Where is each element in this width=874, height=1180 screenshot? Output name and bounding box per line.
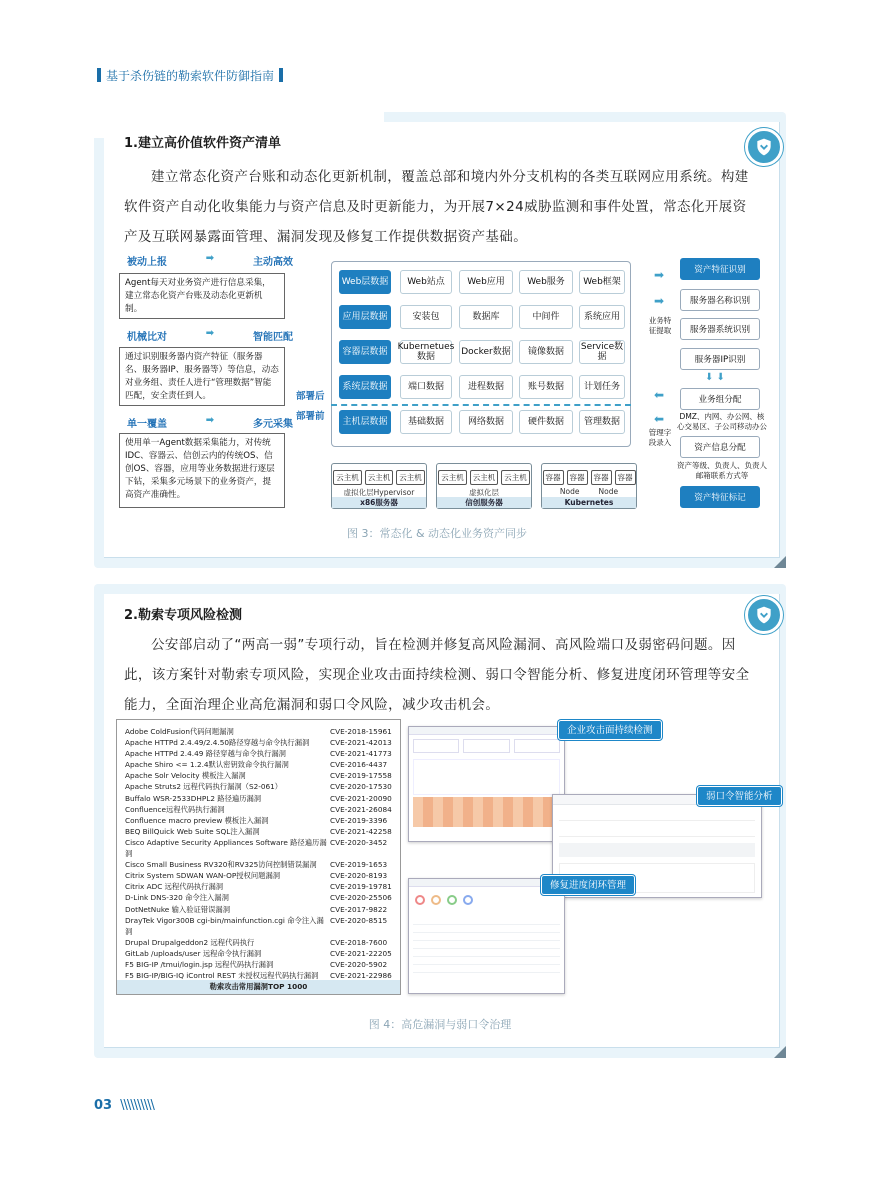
- vuln-row: [125, 737, 392, 748]
- layer-cell: Web框架: [579, 270, 625, 294]
- layer-name: 容器层数据: [339, 340, 391, 364]
- vuln-name: Apache Solr Velocity 模板注入漏洞: [125, 771, 246, 781]
- vuln-cve: CVE-2018-7600: [330, 937, 388, 947]
- layer-cell: 镜像数据: [519, 340, 573, 364]
- layer-cell: 管理数据: [579, 410, 625, 434]
- layer-cell: 中间件: [519, 305, 573, 329]
- vuln-row: [125, 815, 392, 826]
- vuln-name: Apache Shiro <= 1.2.4默认密钥致命令执行漏洞: [125, 760, 289, 770]
- vuln-name: Citrix ADC 远程代码执行漏洞: [125, 882, 224, 892]
- layer-cell: Web站点: [400, 270, 452, 294]
- vuln-row: [125, 859, 392, 870]
- vuln-cve: CVE-2021-22986: [330, 971, 392, 981]
- vuln-name: Apache HTTPd 2.4.49/2.4.50路径穿越与命令执行漏洞: [125, 738, 310, 748]
- layer-cell: 数据库: [459, 305, 513, 329]
- layer-name: 应用层数据: [339, 305, 391, 329]
- vuln-row: [125, 959, 392, 970]
- vuln-cve: CVE-2021-41773: [330, 749, 392, 759]
- arrow-icon: ➡: [205, 415, 215, 426]
- vuln-cve: CVE-2019-3396: [330, 815, 388, 825]
- arrow-icon: ➡: [205, 328, 215, 339]
- arrow-right-icon: ➡: [654, 294, 665, 308]
- vuln-row: [125, 904, 392, 915]
- vuln-row: [125, 837, 392, 859]
- deploy-before-label: 部署前: [296, 411, 325, 422]
- vuln-name: F5 BIG-IP /tmui/login.jsp 远程代码执行漏洞: [125, 959, 274, 969]
- vuln-row: [125, 759, 392, 770]
- layer-cell: Web服务: [519, 270, 573, 294]
- vuln-row: [125, 870, 392, 881]
- vuln-cve: CVE-2019-17558: [330, 771, 392, 781]
- vuln-name: Apache Struts2 远程代码执行漏洞（S2-061）: [125, 782, 283, 792]
- vuln-name: DrayTek Vigor300B cgi-bin/mainfunction.cgi 命令注入漏洞: [125, 915, 324, 936]
- feature-text-2: 通过识别服务器内资产特征（服务器名、服务器IP、服务器等）等信息，动态对业务组、责任人进行“管理数据”智能匹配，安全责任到人。: [119, 347, 285, 406]
- shield-icon: [745, 128, 783, 166]
- feature-extract-label: 业务特征提取: [648, 316, 672, 335]
- layer-cell: 系统应用: [579, 305, 625, 329]
- vuln-cve: CVE-2020-25506: [330, 893, 392, 903]
- hw-x86: 云主机 云主机 云主机 虚拟化层Hypervisor x86服务器: [331, 463, 427, 509]
- vuln-cve: CVE-2017-9822: [330, 904, 388, 914]
- down-arrow-icon: ⬇ ⬇: [705, 372, 725, 383]
- tag-weak-password: 弱口令智能分析: [697, 786, 782, 806]
- vuln-cve: CVE-2020-8193: [330, 871, 388, 881]
- layer-cell: 进程数据: [459, 375, 513, 399]
- section-title: 1.建立高价值软件资产清单: [124, 136, 281, 151]
- vuln-cve: CVE-2021-20090: [330, 793, 392, 803]
- layer-cell: Docker数据: [459, 340, 513, 364]
- label-row-1: 被动上报 ➡ 主动高效: [127, 253, 293, 268]
- layer-cell: 基础数据: [400, 410, 452, 434]
- vuln-row: [125, 781, 392, 792]
- layer-cell: Service数据: [580, 342, 624, 362]
- vuln-row: [125, 948, 392, 959]
- arrow-left-icon: ⬅: [654, 388, 665, 402]
- layer-cell: Kubernetues数据: [397, 342, 455, 362]
- layer-cell: Web应用: [459, 270, 513, 294]
- vuln-name: Confluence远程代码执行漏洞: [125, 804, 225, 814]
- vuln-cve: CVE-2016-4437: [330, 760, 388, 770]
- feature-text-1: Agent每天对业务资产进行信息采集，建立常态化资产台账及动态化更新机制。: [119, 273, 285, 319]
- attack-surface-screenshot: [408, 726, 565, 842]
- server-system-identify: 服务器系统识别: [680, 318, 760, 340]
- deploy-after-label: 部署后: [296, 391, 325, 402]
- vuln-cve: CVE-2020-8515: [330, 915, 388, 925]
- asset-feature-identify: 资产特征识别: [680, 258, 760, 280]
- vuln-name: Confluence macro preview 模板注入漏洞: [125, 815, 269, 825]
- vuln-cve: CVE-2020-17530: [330, 782, 392, 792]
- layer-cell: 计划任务: [579, 375, 625, 399]
- vuln-name: Cisco Small Business RV320和RV325访问控制错误漏洞: [125, 860, 317, 870]
- vuln-name: Adobe ColdFusion代码问题漏洞: [125, 727, 234, 736]
- vuln-name: DotNetNuke 输入验证错误漏洞: [125, 904, 230, 914]
- layer-name: 主机层数据: [339, 410, 391, 434]
- business-group-desc: DMZ、内网、办公网、核心交易区、子公司移动办公: [677, 412, 767, 431]
- layer-name: 系统层数据: [339, 375, 391, 399]
- vuln-name: Buffalo WSR-2533DHPL2 路径遍历漏洞: [125, 793, 262, 803]
- vulnerability-list: [116, 719, 401, 995]
- server-name-identify: 服务器名称识别: [680, 289, 760, 311]
- vuln-list-footer: 勒索攻击常用漏洞TOP 1000: [117, 980, 400, 994]
- feature-text-3: 使用单一Agent数据采集能力，对传统IDC、容器云、信创云内的传统OS、信创OS、容器，应用等业务数据进行逐层下钻，采集多元场景下的业务资产，提高资产准确性。: [119, 433, 285, 508]
- vuln-row: [125, 881, 392, 892]
- tag-attack-surface: 企业攻击面持续检测: [558, 720, 662, 740]
- section-paragraph: 公安部启动了“两高一弱”专项行动，旨在检测并修复高风险漏洞、高风险端口及弱密码问题。因此，该方案针对勒索专项风险，实现企业攻击面持续检测、弱口令智能分析、修复进度闭环管理等安全能力，全面治理企业高危漏洞和弱口令风险，减少攻击机会。: [124, 637, 750, 713]
- label-row-3: 单一覆盖 ➡ 多元采集: [127, 415, 293, 430]
- arrow-icon: ➡: [205, 253, 215, 264]
- arrow-right-icon: ➡: [654, 268, 665, 282]
- vuln-cve: CVE-2019-19781: [330, 882, 392, 892]
- layer-name: Web层数据: [339, 270, 391, 294]
- vuln-cve: CVE-2018-15961: [330, 727, 392, 736]
- vuln-row: [125, 892, 392, 903]
- vuln-name: BEQ BillQuick Web Suite SQL注入漏洞: [125, 826, 260, 836]
- layer-cell: 网络数据: [459, 410, 513, 434]
- vuln-cve: CVE-2021-42013: [330, 738, 392, 748]
- shield-icon: [745, 596, 783, 634]
- vuln-row: [125, 793, 392, 804]
- server-ip-identify: 服务器IP识别: [680, 348, 760, 370]
- tag-remediation: 修复进度闭环管理: [541, 875, 635, 895]
- layer-cell: 端口数据: [400, 375, 452, 399]
- vuln-name: Apache HTTPd 2.4.49 路径穿越与命令执行漏洞: [125, 749, 286, 759]
- vuln-cve: CVE-2021-42258: [330, 826, 392, 836]
- hw-kubernetes: 容器 容器 容器 容器 Node Node Kubernetes: [541, 463, 637, 509]
- asset-info-assign: 资产信息分配: [680, 436, 760, 458]
- vuln-row: [125, 748, 392, 759]
- manual-input-label: 管理字段录入: [648, 428, 672, 447]
- layer-cell: 账号数据: [519, 375, 573, 399]
- hw-xinchuang: 云主机 云主机 云主机 虚拟化层 信创服务器: [436, 463, 532, 509]
- vuln-row: [125, 937, 392, 948]
- arrow-left-icon: ⬅: [654, 412, 665, 426]
- business-group-assign: 业务组分配: [680, 388, 760, 410]
- running-header: [92, 66, 288, 84]
- figure-3-caption: 图 3：常态化 & 动态化业务资产同步: [346, 527, 528, 540]
- figure-4-caption: 图 4：高危漏洞与弱口令治理: [368, 1018, 512, 1031]
- asset-feature-mark: 资产特征标记: [680, 486, 760, 508]
- remediation-screenshot: [408, 878, 565, 994]
- vuln-name: D-Link DNS-320 命令注入漏洞: [125, 893, 229, 903]
- label-row-2: 机械比对 ➡ 智能匹配: [127, 328, 293, 343]
- vuln-row: [125, 804, 392, 815]
- vuln-row: [125, 770, 392, 781]
- vuln-name: Cisco Adaptive Security Appliances Software 路径遍历漏洞: [125, 837, 327, 859]
- vuln-cve: CVE-2019-1653: [330, 860, 388, 870]
- vuln-cve: CVE-2021-22205: [330, 948, 392, 958]
- section-paragraph: 建立常态化资产台账和动态化更新机制，覆盖总部和境内外分支机构的各类互联网应用系统。构建软件资产自动化收集能力与资产信息及时更新能力，为开展7×24威胁监测和事件处置，常态化开展资产及互联网暴露面管理、漏洞发现及修复工作提供数据资产基础。: [124, 169, 749, 245]
- section-title: 2.勒索专项风险检测: [124, 608, 242, 623]
- header-title: 基于杀伤链的勒索软件防御指南: [106, 68, 275, 83]
- asset-info-desc: 资产等级、负责人、负责人邮箱联系方式等: [677, 461, 767, 480]
- vuln-cve: CVE-2021-26084: [330, 804, 392, 814]
- vuln-name: GitLab /uploads/user 远程命令执行漏洞: [125, 948, 262, 958]
- layer-cell: 安装包: [400, 305, 452, 329]
- vuln-name: F5 BIG-IP/BIG-IQ iControl REST 未授权远程代码执行漏洞: [125, 971, 319, 981]
- vuln-row: [125, 826, 392, 837]
- vuln-name: Citrix System SDWAN WAN-OP授权问题漏洞: [125, 871, 281, 881]
- vuln-row: [125, 726, 392, 737]
- page-number: 03 \\\\\\\\\\: [94, 1098, 154, 1113]
- vuln-cve: CVE-2020-5902: [330, 959, 388, 969]
- vuln-row: [125, 915, 392, 937]
- layer-cell: 硬件数据: [519, 410, 573, 434]
- vuln-cve: CVE-2020-3452: [330, 837, 388, 847]
- vuln-name: Drupal Drupalgeddon2 远程代码执行: [125, 937, 255, 947]
